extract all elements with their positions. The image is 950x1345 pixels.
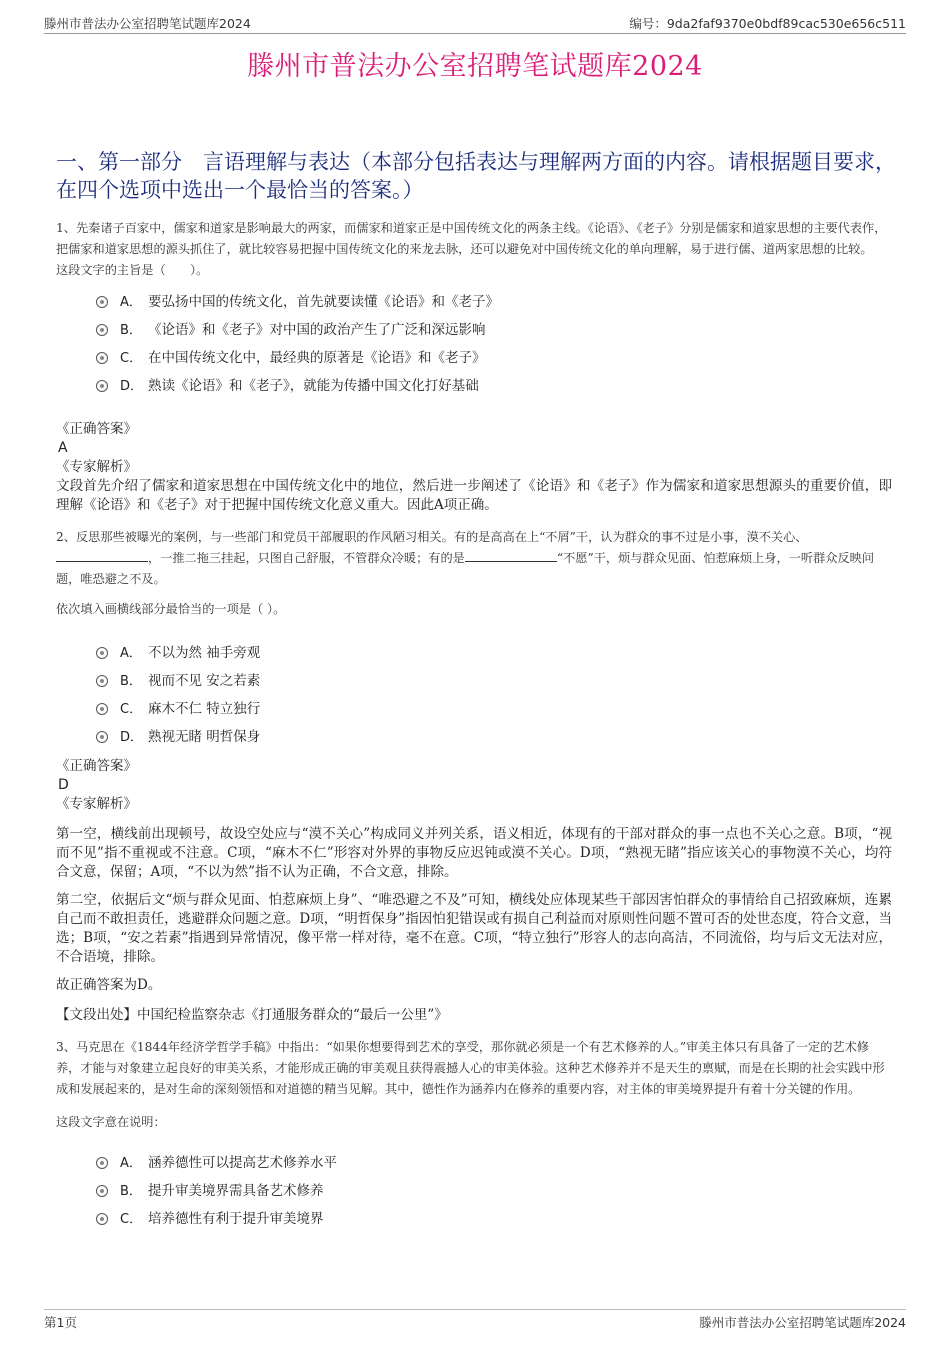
answer-value: A	[58, 440, 68, 456]
analysis-text: 文段首先介绍了儒家和道家思想在中国传统文化中的地位，然后进一步阐述了《论语》和《老子》作为儒家和道家思想源头的重要价值，即理解《论语》和《老子》对于把握中国传统文化意义重大。因此A项正确。	[56, 478, 892, 513]
option-d[interactable]: D． 熟读《论语》和《老子》，就能为传播中国文化打好基础	[96, 370, 892, 398]
page-title: 滕州市普法办公室招聘笔试题库2024	[247, 51, 703, 82]
option-text: 要弘扬中国的传统文化，首先就要读懂《论语》和《老子》	[148, 294, 499, 310]
analysis-text: 第二空，依据后文“烦与群众见面、怕惹麻烦上身”、“唯恐避之不及”可知，横线处应体现某些干部因害怕群众的事情给自己招致麻烦，连累自己而不敢担责任，逃避群众问题之意。D项，“明哲保身”指因怕犯错误或有损自己利益而对原则性问题不置可否的处世态度，符合文意，当选；B项，“安之若素”指遇到异常情况，像平常一样对待，毫不在意。C项，“特立独行”形容人的志向高洁，不同流俗，均与后文无法对应，不合语境，排除。	[56, 892, 892, 965]
section-heading: 一、第一部分 言语理解与表达（本部分包括表达与理解两方面的内容。请根据题目要求，在四个选项中选出一个最恰当的答案。）	[56, 150, 896, 202]
radio-icon[interactable]	[96, 380, 108, 392]
option-text: 熟读《论语》和《老子》，就能为传播中国文化打好基础	[148, 378, 479, 394]
option-text: 视而不见 安之若素	[148, 673, 261, 689]
option-text: 提升审美境界需具备艺术修养	[148, 1183, 324, 1199]
fill-blank-2	[465, 549, 557, 562]
option-text: 涵养德性可以提高艺术修养水平	[148, 1155, 337, 1171]
answer-value: D	[58, 777, 69, 793]
option-text: 不以为然 袖手旁观	[148, 645, 261, 661]
option-c[interactable]: C． 麻木不仁 特立独行	[96, 693, 892, 721]
header-divider	[44, 33, 906, 34]
header-left-text: 滕州市普法办公室招聘笔试题库2024	[44, 16, 251, 31]
radio-icon[interactable]	[96, 731, 108, 743]
option-text: 在中国传统文化中，最经典的原著是《论语》和《老子》	[148, 350, 486, 366]
radio-icon[interactable]	[96, 1157, 108, 1169]
radio-icon[interactable]	[96, 352, 108, 364]
question-stem: 1、先秦诸子百家中，儒家和道家是影响最大的两家，而儒家和道家正是中国传统文化的两条主线。《论语》、《老子》分别是儒家和道家思想的主要代表作，把儒家和道家思想的源头抓住了，就比较容易把握中国传统文化的来龙去脉，还可以避免对中国传统文化的单向理解，易于进行儒、道两家思想的比较。	[56, 221, 887, 256]
footer-title: 滕州市普法办公室招聘笔试题库2024	[699, 1315, 906, 1330]
option-c[interactable]: C． 在中国传统文化中，最经典的原著是《论语》和《老子》	[96, 342, 892, 370]
radio-icon[interactable]	[96, 1213, 108, 1225]
analysis-label: 《专家解析》	[56, 459, 137, 475]
option-b[interactable]: B． 视而不见 安之若素	[96, 665, 892, 693]
question-3	[56, 1037, 892, 1231]
question-prompt: 依次填入画横线部分最恰当的一项是（ ）。	[56, 602, 286, 616]
option-list	[96, 1147, 892, 1231]
radio-icon[interactable]	[96, 647, 108, 659]
option-a[interactable]: A． 要弘扬中国的传统文化，首先就要读懂《论语》和《老子》	[96, 286, 892, 314]
option-text: 熟视无睹 明哲保身	[148, 729, 261, 745]
option-list	[96, 637, 892, 749]
option-d[interactable]: D． 熟视无睹 明哲保身	[96, 721, 892, 749]
option-c[interactable]: C． 培养德性有利于提升审美境界	[96, 1203, 892, 1231]
conclusion-text: 故正确答案为D。	[56, 977, 162, 993]
answer-label: 《正确答案》	[56, 421, 137, 437]
option-a[interactable]: A． 涵养德性可以提高艺术修养水平	[96, 1147, 892, 1175]
option-a[interactable]: A． 不以为然 袖手旁观	[96, 637, 892, 665]
option-b[interactable]: B． 《论语》和《老子》对中国的政治产生了广泛和深远影响	[96, 314, 892, 342]
question-stem: 3、马克思在《1844年经济学哲学手稿》中指出：“如果你想要得到艺术的享受，那你就必须是一个有艺术修养的人。”审美主体只有具备了一定的艺术修养，才能与对象建立起良好的审美关系，才能形成正确的审美观且获得震撼人心的审美体验。这种艺术修养并不是天生的禀赋，而是在长期的社会实践中形成和发展起来的，是对生命的深刻领悟和对道德的精当见解。其中，德性作为涵养内在修养的重要内容，对主体的审美境界提升有着十分关键的作用。	[56, 1040, 885, 1096]
page-number: 第1页	[44, 1315, 77, 1330]
analysis-text: 第一空，横线前出现顿号，故设空处应与“漠不关心”构成同义并列关系，语义相近，体现有的干部对群众的事一点也不关心之意。B项，“视而不见”指不重视或不注意。C项，“麻木不仁”形容对外界的事物反应迟钝或漠不关心。D项，“熟视无睹”指应该关心的事物漠不关心，均符合文意，保留；A项，“不以为然”指不认为正确，不合文意，排除。	[56, 826, 892, 880]
option-b[interactable]: B． 提升审美境界需具备艺术修养	[96, 1175, 892, 1203]
radio-icon[interactable]	[96, 296, 108, 308]
option-text: 麻木不仁 特立独行	[148, 701, 261, 717]
analysis-label: 《专家解析》	[56, 796, 137, 812]
question-list	[56, 218, 892, 1231]
radio-icon[interactable]	[96, 324, 108, 336]
source-text: 【文段出处】中国纪检监察杂志《打通服务群众的“最后一公里”》	[56, 1007, 448, 1023]
question-prompt: 这段文字的主旨是（ ）。	[56, 263, 209, 277]
option-list	[96, 286, 892, 398]
radio-icon[interactable]	[96, 1185, 108, 1197]
option-text: 《论语》和《老子》对中国的政治产生了广泛和深远影响	[148, 322, 486, 338]
footer-divider	[44, 1309, 906, 1310]
question-stem: 2、反思那些被曝光的案例，与一些部门和党员干部履职的作风陋习相关。有的是高高在上“不屑”干，认为群众的事不过是小事，漠不关心、，一推二拖三挂起，只图自己舒服，不管群众冷暖；有的是 “不愿”干，烦与群众见面、怕惹麻烦上身，一听群众反映问题，唯恐避之不及。	[56, 530, 875, 586]
question-1	[56, 218, 892, 515]
radio-icon[interactable]	[96, 703, 108, 715]
question-prompt: 这段文字意在说明：	[56, 1115, 166, 1129]
document-id: 编号：9da2faf9370e0bdf89cac530e656c511	[629, 16, 906, 31]
option-text: 培养德性有利于提升审美境界	[148, 1211, 324, 1227]
fill-blank-1	[56, 549, 148, 562]
question-2	[56, 527, 892, 1025]
radio-icon[interactable]	[96, 675, 108, 687]
answer-label: 《正确答案》	[56, 758, 137, 774]
